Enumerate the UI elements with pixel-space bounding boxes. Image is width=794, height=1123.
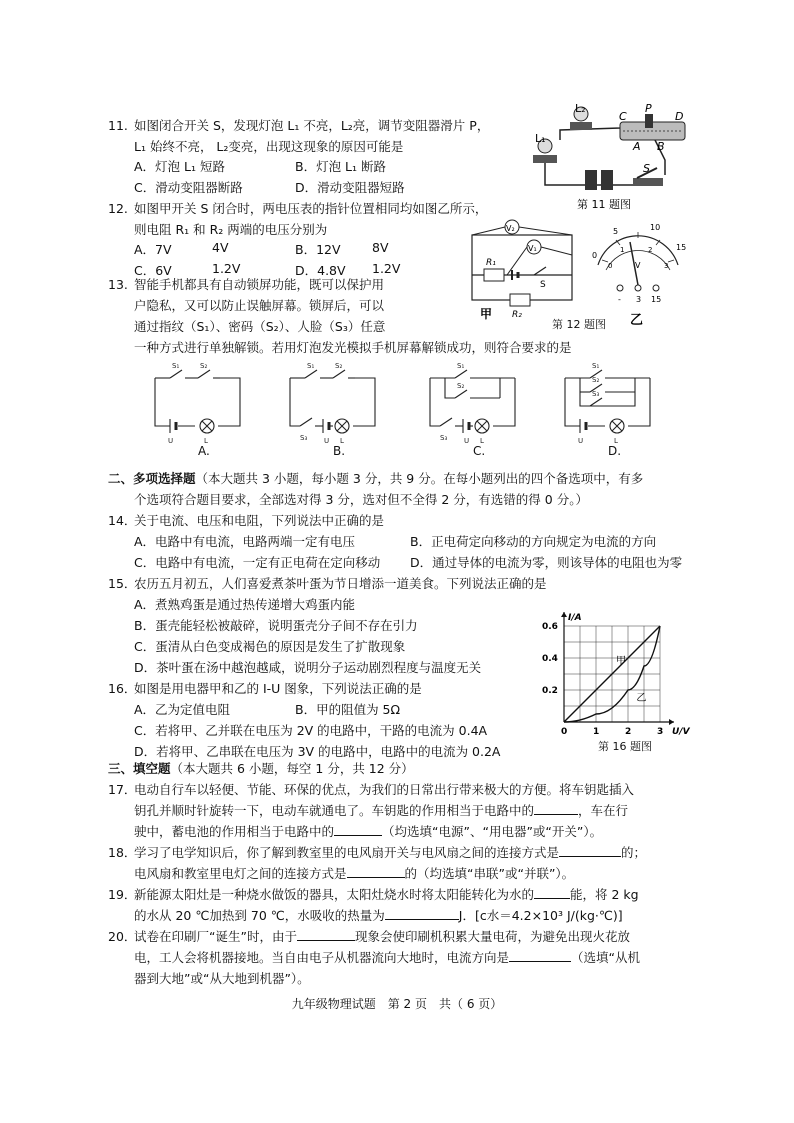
section-desc: （本大题共 6 小题，每空 1 分，共 12 分） xyxy=(170,761,414,776)
q11-stem: 如图闭合开关 S，发现灯泡 L₁ 不亮，L₂亮，调节变阻器滑片 P， xyxy=(134,118,490,133)
question-number: 15． xyxy=(108,576,137,591)
q14-option-b: B．正电荷定向移动的方向规定为电流的方向 xyxy=(410,534,657,549)
q15-option-b: B．蛋壳能轻松被敲碎，说明蛋壳分子间不存在引力 xyxy=(134,618,418,633)
label-s1: S₁ xyxy=(172,362,180,370)
q12-meter-figure xyxy=(588,220,688,330)
q19-line1 xyxy=(108,884,639,905)
q17-stem: 电动自行车以轻便、节能、环保的优点，为我们的日常出行带来极大的方便。将车钥匙插入 xyxy=(134,782,635,797)
label-b: B xyxy=(657,140,665,153)
switch-icon xyxy=(534,267,546,275)
answer-blank[interactable] xyxy=(334,822,382,836)
q17-text: 驶中，蓄电池的作用相当于电路中的 xyxy=(134,824,335,839)
q15-option-d: D．茶叶蛋在汤中越泡越咸，说明分子运动剧烈程度与温度无关 xyxy=(134,660,482,675)
q13-stem-cont: 一种方式进行单独解锁。若用灯泡发光模拟手机屏幕解锁成功，则符合要求的是 xyxy=(134,340,572,355)
answer-blank[interactable] xyxy=(347,864,405,878)
question-number: 19． xyxy=(108,887,137,902)
label-u: U xyxy=(464,437,470,445)
tick-label: 1 xyxy=(620,246,625,254)
label-u: U xyxy=(578,437,584,445)
label-c: C xyxy=(619,110,627,123)
q12-option-c-2: 1.2V xyxy=(212,261,241,276)
label-v1: V₁ xyxy=(528,244,537,253)
label-s3: S₃ xyxy=(300,434,308,442)
label-l: L xyxy=(340,437,344,445)
q20-text: 器到大地”或“从大地到机器”）。 xyxy=(134,971,310,986)
circuit-a-label: A. xyxy=(198,444,210,458)
terminal-label: - xyxy=(618,295,621,304)
label-d: D xyxy=(675,110,684,123)
section-desc-cont: 个选项符合题目要求，全部选对得 3 分，选对但不全得 2 分，有选错的得 0 分。） xyxy=(134,492,588,507)
tick-label: 0 xyxy=(608,262,613,270)
q14-stem-line xyxy=(108,510,384,531)
q17-text: ，车在行 xyxy=(578,803,629,818)
answer-blank[interactable] xyxy=(509,948,571,962)
label-s3: S₃ xyxy=(592,390,600,398)
answer-blank[interactable] xyxy=(385,906,459,920)
q15-stem-line xyxy=(108,573,547,594)
label-s2: S₂ xyxy=(592,376,600,384)
circuit-c xyxy=(430,370,515,433)
q18-line2 xyxy=(108,863,574,884)
tick-label: 0 xyxy=(592,251,598,260)
q12-option-a-2: 4V xyxy=(212,240,229,255)
q18-text: 电风扇和教室里电灯之间的连接方式是 xyxy=(134,866,347,881)
q20-line1 xyxy=(108,926,630,947)
q11-circuit-figure xyxy=(515,100,695,212)
y-tick-label: 0.6 xyxy=(542,622,558,632)
q16-option-d: D．若将甲、乙串联在电压为 3V 的电路中，电路中的电流为 0.2A xyxy=(134,744,501,759)
label-r2: R₂ xyxy=(512,310,522,320)
q11-option-c: C．滑动变阻器断路 xyxy=(134,180,243,195)
figure-caption: 第 12 题图 xyxy=(552,318,606,331)
x-tick-label: 3 xyxy=(657,727,664,737)
q12-option-a: A．7V xyxy=(134,242,172,257)
iu-chart xyxy=(538,604,693,754)
label-p: P xyxy=(645,102,652,115)
meter-unit: V xyxy=(635,261,641,270)
label-a: A xyxy=(633,140,641,153)
section2-header xyxy=(108,468,643,489)
q19-text: 新能源太阳灶是一种烧水做饭的器具，太阳灶烧水时将太阳能转化为水的 xyxy=(134,887,535,902)
q16-stem: 如图是用电器甲和乙的 I-U 图象，下列说法正确的是 xyxy=(134,681,422,696)
answer-blank[interactable] xyxy=(297,927,355,941)
q14-stem: 关于电流、电压和电阻，下列说法中正确的是 xyxy=(134,513,385,528)
question-number: 12. xyxy=(108,201,128,216)
x-axis-label: U/V xyxy=(672,727,690,737)
label-s: S xyxy=(540,280,546,290)
q13-stem: 智能手机都具有自动锁屏功能，既可以保护用 xyxy=(134,277,385,292)
q14-option-c: C．电路中有电流，一定有正电荷在定向移动 xyxy=(134,555,381,570)
question-number: 16． xyxy=(108,681,137,696)
tick-label: 5 xyxy=(613,227,619,236)
q17-text: （均选填“电源”、“用电器”或“开关”）。 xyxy=(382,824,603,839)
q12-line1 xyxy=(108,198,487,219)
label-v2: V₂ xyxy=(506,224,515,233)
figure-caption: 第 16 题图 xyxy=(598,740,652,753)
circuit-b xyxy=(290,370,375,433)
label-l2: L₂ xyxy=(575,102,586,115)
label-l: L xyxy=(204,437,208,445)
tick-label: 10 xyxy=(650,223,661,232)
circuit-c-label: C. xyxy=(473,444,486,458)
q12-circuit-figure xyxy=(462,215,587,330)
terminal-label: 15 xyxy=(651,295,662,304)
q12-option-c: C．6V xyxy=(134,263,172,278)
q18-text: 学习了电学知识后，你了解到教室里的电风扇开关与电风扇之间的连接方式是 xyxy=(134,845,560,860)
label-s2: S₂ xyxy=(457,382,465,390)
question-number: 17． xyxy=(108,782,137,797)
x-tick-label: 1 xyxy=(593,727,600,737)
q17-line3 xyxy=(108,821,602,842)
label-l: L xyxy=(614,437,618,445)
q20-text: 试卷在印刷厂“诞生”时，由于 xyxy=(134,929,297,944)
label-u: U xyxy=(324,437,330,445)
label-r1: R₁ xyxy=(486,258,496,268)
q20-text: 现象会使印刷机积累大量电荷，为避免出现火花放 xyxy=(354,929,630,944)
q17-text: 钥孔并顺时针旋转一下，电动车就通电了。车钥匙的作用相当于电路中的 xyxy=(134,803,535,818)
q16-option-c: C．若将甲、乙并联在电压为 2V 的电路中，干路的电流为 0.4A xyxy=(134,723,488,738)
resistor-r1-icon xyxy=(484,269,504,281)
q15-option-a: A．煮熟鸡蛋是通过热传递增大鸡蛋内能 xyxy=(134,597,356,612)
q13-line1 xyxy=(108,274,384,295)
label-s3: S₃ xyxy=(440,434,448,442)
battery-icon xyxy=(585,170,613,190)
q12-stem-cont: 则电阻 R₁ 和 R₂ 两端的电压分别为 xyxy=(134,222,328,237)
answer-blank[interactable] xyxy=(534,801,578,815)
answer-blank[interactable] xyxy=(534,885,570,899)
x-tick-label: 2 xyxy=(625,727,632,737)
figure-caption: 第 11 题图 xyxy=(577,198,631,211)
q17-line1 xyxy=(108,779,634,800)
x-axis-arrow xyxy=(669,719,674,725)
q11-line1 xyxy=(108,115,489,136)
question-number: 13. xyxy=(108,277,128,292)
q12-option-d: D．4.8V xyxy=(295,263,346,278)
q14-option-a: A．电路中有电流，电路两端一定有电压 xyxy=(134,534,356,549)
section-title: 三、填空题 xyxy=(108,761,171,776)
answer-blank[interactable] xyxy=(559,843,621,857)
q18-text: 的（均选填“串联”或“并联”）。 xyxy=(404,866,575,881)
circuit-d xyxy=(565,370,650,433)
circuit-d-label: D. xyxy=(608,444,622,458)
q12-option-b-2: 8V xyxy=(372,240,389,255)
label-s2: S₂ xyxy=(200,362,208,370)
question-number: 11. xyxy=(108,118,128,133)
q18-text: 的； xyxy=(621,845,647,860)
series-label-jia: 甲 xyxy=(616,656,626,667)
label-s1: S₁ xyxy=(592,362,600,370)
q20-line2 xyxy=(108,947,640,968)
label-u: U xyxy=(168,437,174,445)
circuit-b-label: B. xyxy=(333,444,346,458)
tick-label: 2 xyxy=(648,246,653,254)
label-s1: S₁ xyxy=(457,362,465,370)
q14-option-d: D．通过导体的电流为零，则该导体的电阻也为零 xyxy=(410,555,683,570)
q17-line2 xyxy=(108,800,628,821)
series-label-yi: 乙 xyxy=(636,693,647,705)
label-s: S xyxy=(643,162,650,175)
label-yi: 乙 xyxy=(630,313,644,328)
q11-option-d: D．滑动变阻器短路 xyxy=(295,180,405,195)
q11-option-a: A．灯泡 L₁ 短路 xyxy=(134,159,225,174)
q20-text: （选填“从机 xyxy=(571,950,640,965)
y-axis-label: I/A xyxy=(568,613,582,623)
label-l: L xyxy=(480,437,484,445)
label-s2: S₂ xyxy=(335,362,343,370)
question-number: 18． xyxy=(108,845,137,860)
page-footer: 九年级物理试题 第 2 页 共（ 6 页） xyxy=(291,997,503,1011)
q12-stem: 如图甲开关 S 闭合时，两电压表的指针位置相同均如图乙所示， xyxy=(134,201,488,216)
question-number: 20． xyxy=(108,929,137,944)
tick-label: 15 xyxy=(676,243,687,252)
q12-option-b: B．12V xyxy=(295,242,341,257)
q13-stem-cont: 通过指纹（S₁）、密码（S₂）、人脸（S₃）任意 xyxy=(134,319,386,334)
label-l1: L₁ xyxy=(535,132,546,145)
section3-header xyxy=(108,758,414,779)
q15-option-c: C．蛋清从白色变成褐色的原因是发生了扩散现象 xyxy=(134,639,406,654)
q16-option-b: B．甲的阻值为 5Ω xyxy=(295,702,401,717)
terminal-label: 3 xyxy=(636,295,642,304)
q15-stem: 农历五月初五，人们喜爱煮茶叶蛋为节日增添一道美食。下列说法正确的是 xyxy=(134,576,547,591)
q11-option-b: B．灯泡 L₁ 断路 xyxy=(295,159,386,174)
label-s1: S₁ xyxy=(307,362,315,370)
label-jia: 甲 xyxy=(480,307,493,321)
resistor-r2-icon xyxy=(510,294,530,306)
q13-circuits xyxy=(140,358,660,458)
section-title: 二、多项选择题 xyxy=(108,471,196,486)
section-desc: （本大题共 3 小题，每小题 3 分，共 9 分。在每小题列出的四个备选项中，有多 xyxy=(195,471,644,486)
y-tick-label: 0.4 xyxy=(542,654,558,664)
q13-stem-cont: 户隐私，又可以防止误触屏幕。锁屏后，可以 xyxy=(134,298,385,313)
tick-label: 3 xyxy=(664,262,669,270)
q19-text: 能，将 2 kg xyxy=(570,887,639,902)
y-tick-label: 0.2 xyxy=(542,686,558,696)
q20-text: 电，工人会将机器接地。当自由电子从机器流向大地时，电流方向是 xyxy=(134,950,510,965)
y-axis-arrow xyxy=(561,612,567,617)
q16-stem-line xyxy=(108,678,422,699)
q16-option-a: A．乙为定值电阻 xyxy=(134,702,231,717)
q19-text: 的水从 20 ℃加热到 70 ℃，水吸收的热量为 xyxy=(134,908,385,923)
circuit-a xyxy=(155,370,240,433)
q18-line1 xyxy=(108,842,646,863)
q12-option-d-2: 1.2V xyxy=(372,261,401,276)
question-number: 14． xyxy=(108,513,137,528)
q11-stem-cont: L₁ 始终不亮， L₂变亮，出现这现象的原因可能是 xyxy=(134,139,404,154)
q19-text: J．[c水＝4.2×10³ J/(kg·℃)] xyxy=(458,908,623,923)
x-tick-label: 0 xyxy=(561,727,568,737)
q19-line2 xyxy=(108,905,623,926)
